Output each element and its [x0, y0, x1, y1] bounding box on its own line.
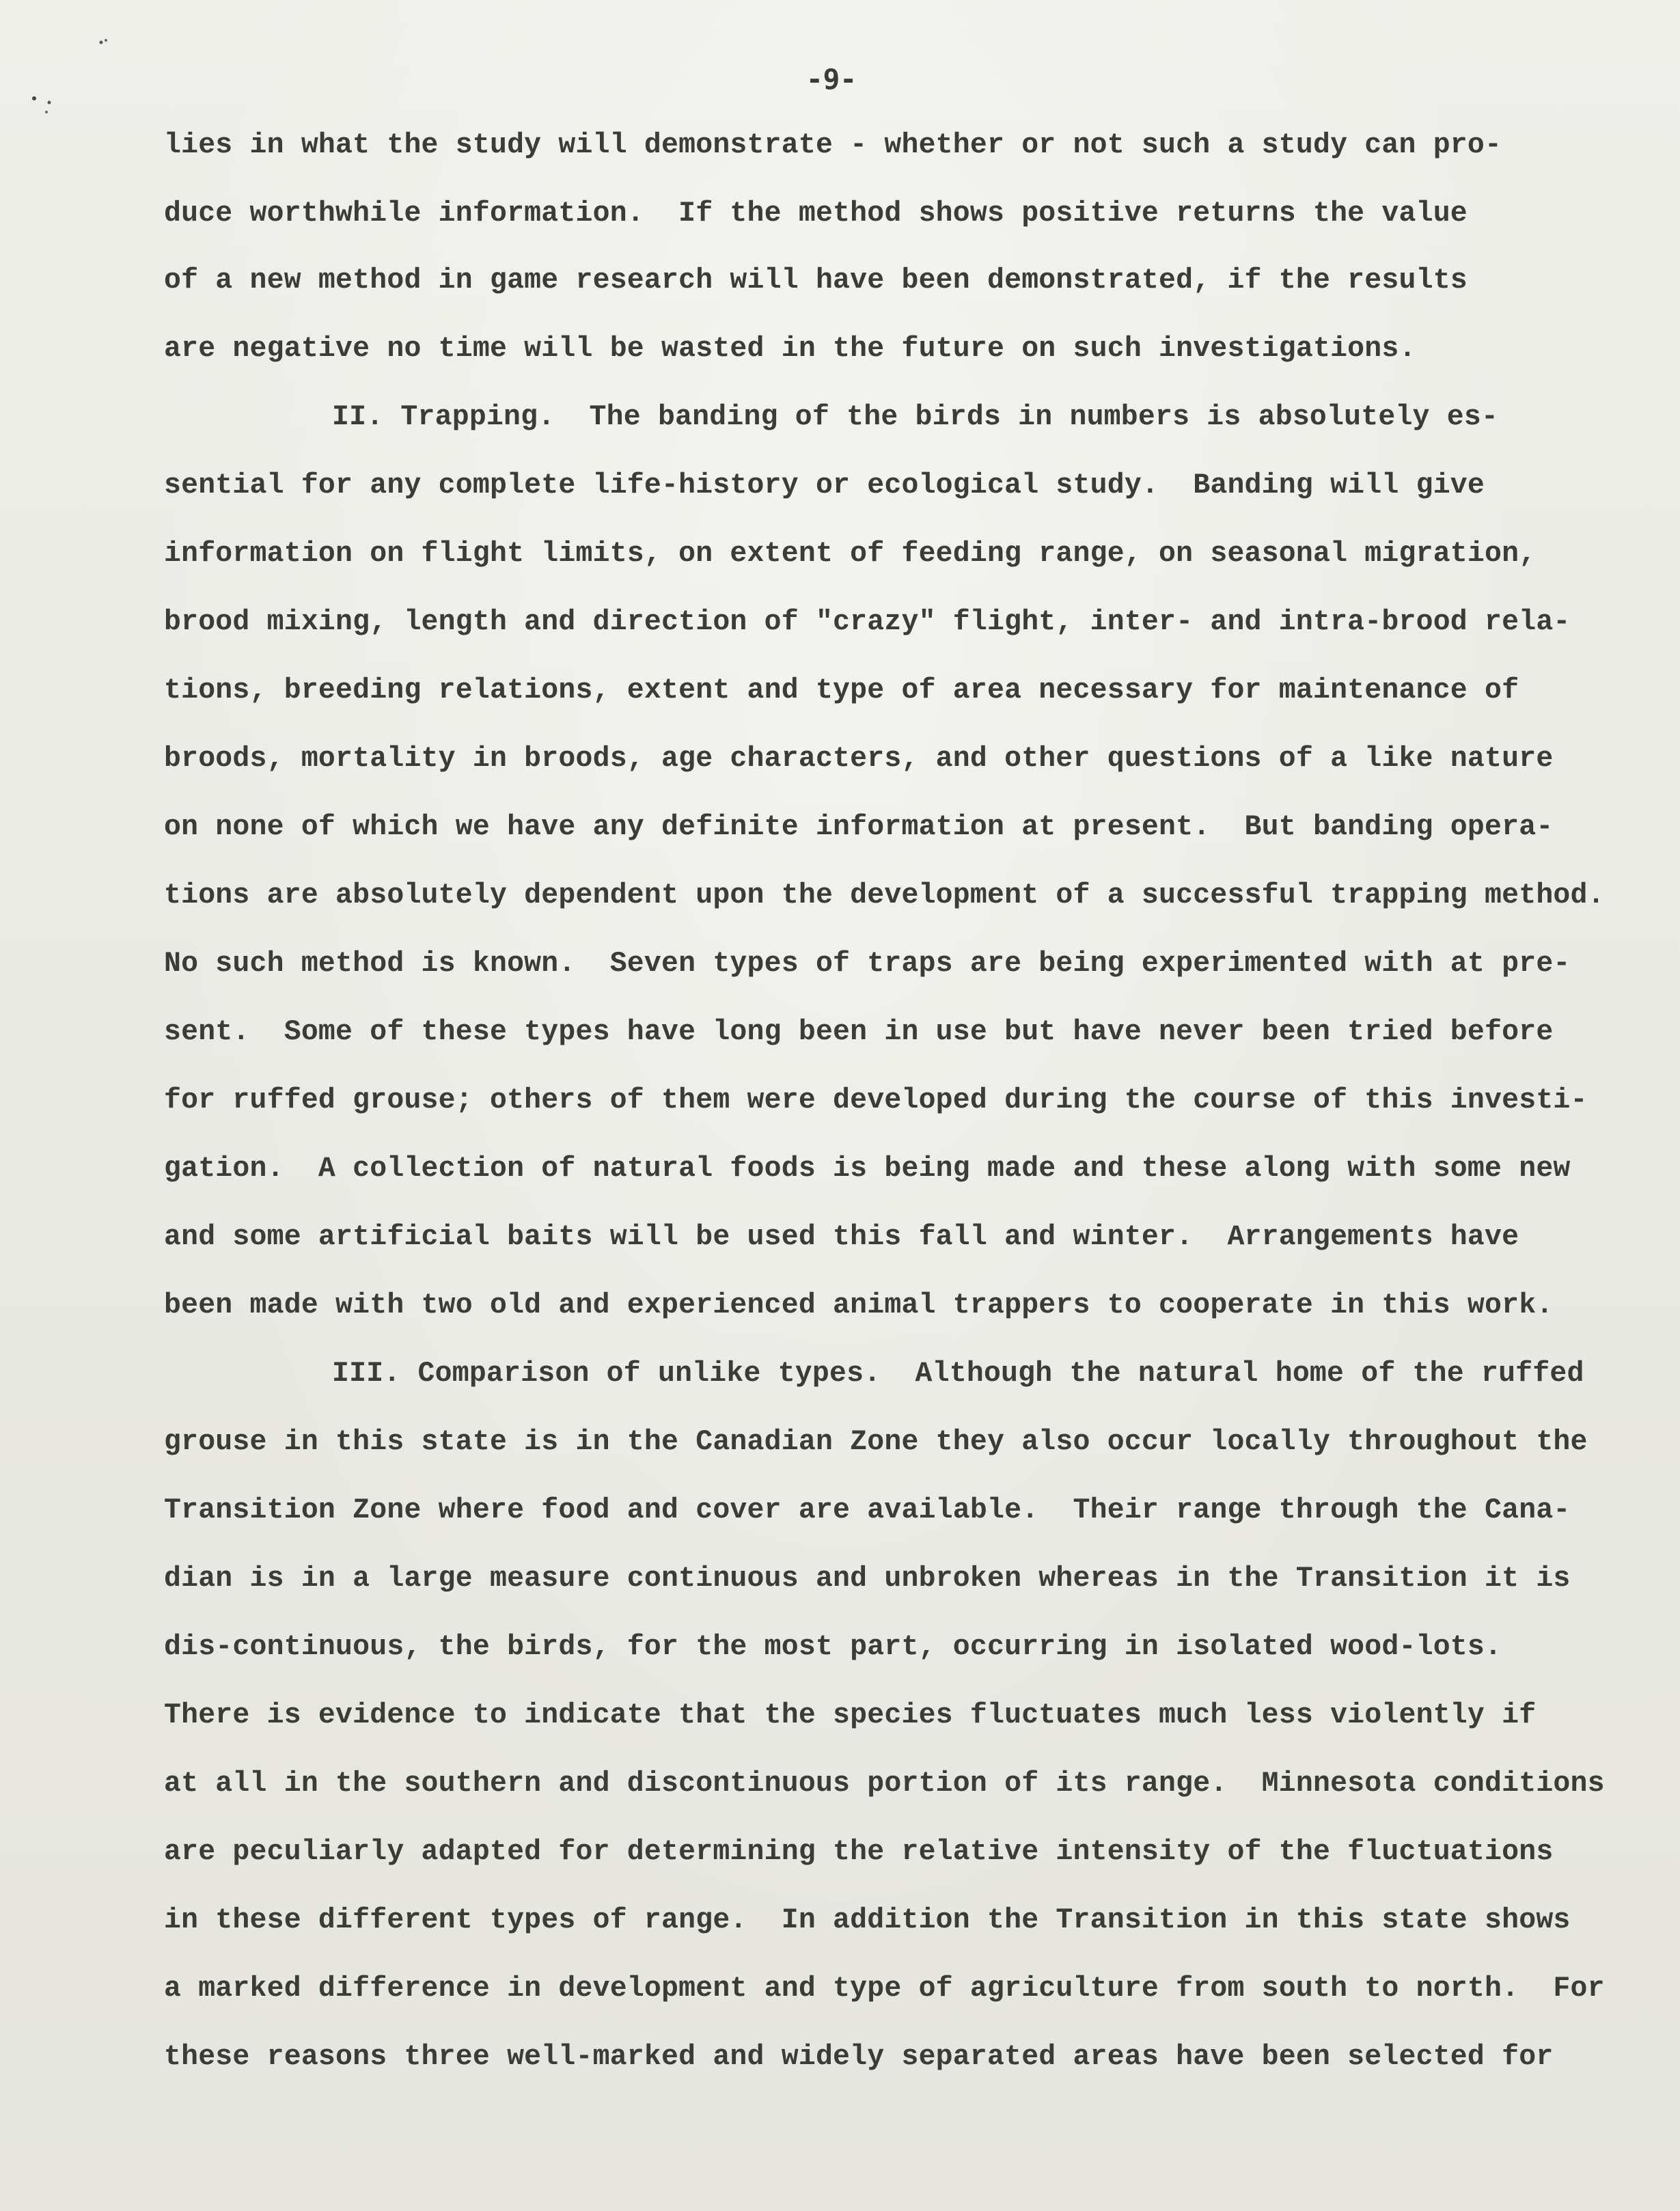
- text-line: dian is in a large measure continuous and unbroken whereas in the Transition it is: [164, 1563, 1571, 1595]
- text-line: gation. A collection of natural foods is being made and these along with some new: [164, 1153, 1571, 1185]
- text-line: and some artificial baits will be used this fall and winter. Arrangements have: [164, 1221, 1519, 1253]
- text-line: grouse in this state is in the Canadian Zone they also occur locally throughout the: [164, 1426, 1588, 1458]
- text-line: brood mixing, length and direction of "crazy" flight, inter- and intra-brood rela-: [164, 606, 1571, 638]
- text-line: of a new method in game research will have been demonstrated, if the results: [164, 264, 1468, 297]
- text-line: tions are absolutely dependent upon the development of a successful trapping method.: [164, 879, 1605, 911]
- text-line: lies in what the study will demonstrate - whether or not such a study can pro-: [164, 129, 1502, 161]
- text-line: these reasons three well-marked and widely separated areas have been selected for: [164, 2041, 1554, 2073]
- text-line: on none of which we have any definite information at present. But banding opera-: [164, 811, 1554, 843]
- text-line: No such method is known. Seven types of traps are being experimented with at pre-: [164, 948, 1571, 980]
- text-line: in these different types of range. In addition the Transition in this state shows: [164, 1904, 1571, 1936]
- text-line: duce worthwhile information. If the method shows positive returns the value: [164, 197, 1468, 230]
- page-number: -9-: [806, 63, 857, 96]
- text-line: are negative no time will be wasted in the future on such investigations.: [164, 333, 1416, 365]
- text-line: at all in the southern and discontinuous portion of its range. Minnesota conditions: [164, 1768, 1605, 1800]
- text-line: been made with two old and experienced animal trappers to cooperate in this work.: [164, 1289, 1554, 1321]
- text-line: a marked difference in development and type of agriculture from south to north. For: [164, 1973, 1605, 2005]
- ink-specks: [27, 27, 137, 137]
- text-line: dis-continuous, the birds, for the most part, occurring in isolated wood-lots.: [164, 1631, 1502, 1663]
- text-line: Transition Zone where food and cover are available. Their range through the Cana-: [164, 1494, 1571, 1526]
- text-line: for ruffed grouse; others of them were developed during the course of this investi-: [164, 1084, 1588, 1116]
- text-line: sential for any complete life-history or ecological study. Banding will give: [164, 469, 1485, 502]
- paragraph-heading-comparison: III. Comparison of unlike types. Although the natural home of the ruffed: [332, 1358, 1584, 1390]
- text-line: broods, mortality in broods, age characters, and other questions of a like nature: [164, 743, 1554, 775]
- text-line: tions, breeding relations, extent and type of area necessary for maintenance of: [164, 674, 1519, 706]
- paragraph-heading-trapping: II. Trapping. The banding of the birds in numbers is absolutely es-: [332, 401, 1499, 433]
- text-line: information on flight limits, on extent of feeding range, on seasonal migration,: [164, 538, 1537, 570]
- text-line: sent. Some of these types have long been in use but have never been tried before: [164, 1016, 1554, 1048]
- text-line: There is evidence to indicate that the species fluctuates much less violently if: [164, 1699, 1537, 1731]
- text-line: are peculiarly adapted for determining the relative intensity of the fluctuations: [164, 1836, 1554, 1868]
